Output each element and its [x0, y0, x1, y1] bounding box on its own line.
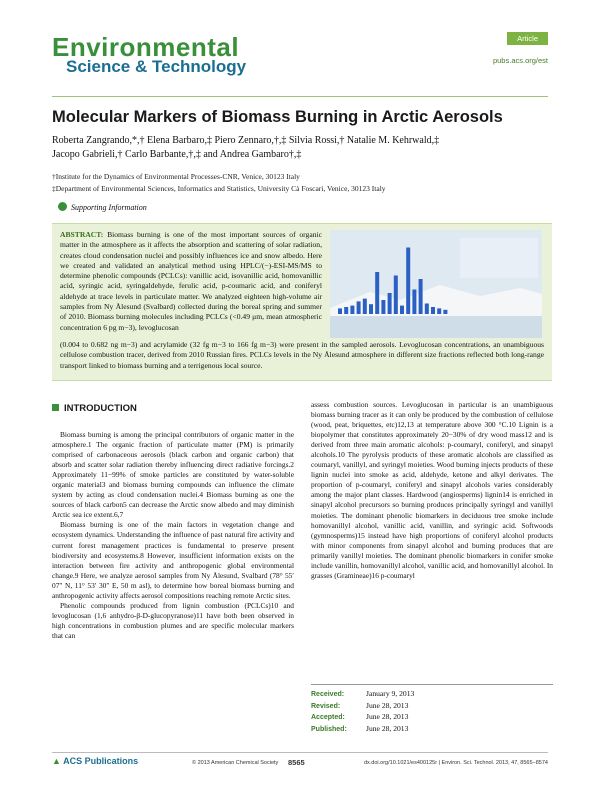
- date-label: Revised:: [311, 702, 341, 710]
- toc-bar: [419, 279, 423, 314]
- journal-logo: [52, 32, 272, 76]
- date-value: June 28, 2013: [366, 712, 409, 721]
- date-accepted: [311, 712, 553, 724]
- toc-bar: [363, 299, 367, 314]
- date-label: Received:: [311, 691, 345, 698]
- footer-divider: [52, 752, 548, 753]
- toc-bar: [394, 276, 398, 315]
- right-para-1: assess combustion sources. Levoglucosan in particular is an unambiguous biomass burning tracer as it can only be produced by the combustion of cellulose (wood, peat, briquettes, etc)12,13 at temperature above 300 °C.10 Lignin is a biopolymer that constitutes approximately 20−30% of dry wood mass12 and is derived from three main aromatic alcohols: p-coumaryl, coniferyl, and sinapyl alcohols.10 The pyrolysis products of these aromatic alcohols are classified as coumaryl, vanillyl, and syringyl moieties. Wood burning injects products of these lignin nuclei into smoke as acid, aldehyde, ketone and alkyl derivates. The proportion of p-coumaryl, coniferyl and sinapyl alcohols varies considerably among the major plant classes. Hardwood (angiosperms) lignin14 is enriched in sinapyl alcohol precursors so burning produces principally syringyl and vanillyl moieties. The dominant phenolic biomarkers in deciduous tree smoke include homovanillyl alcohol, vanillic acid, vanillin, and syringic acid. Softwoods (gymnosperms)15 instead have high proportions of coniferyl alcohol products with minor components from sinapyl alcohol and burning produces that are primarily vanillyl moieties. The dominant phenolic biomarkers in conifer smoke include vanillin, homovanillyl alcohol, vanillic acid, and homovanillyl alcohol. In grasses (Gramineae)16 p-coumaryl: [311, 400, 553, 580]
- abstract-label: ABSTRACT:: [60, 230, 104, 239]
- header-divider: [52, 96, 548, 97]
- publisher-logo[interactable]: [52, 756, 138, 766]
- toc-bar: [344, 307, 348, 314]
- logo-line1: Environmental: [52, 32, 240, 62]
- author-list: [52, 134, 552, 162]
- section-heading: [52, 403, 137, 414]
- journal-url-link[interactable]: pubs.acs.org/est: [492, 56, 548, 65]
- date-label: Accepted:: [311, 714, 345, 721]
- right-column: [311, 400, 553, 581]
- toc-bar: [400, 306, 404, 314]
- toc-ground: [330, 316, 542, 338]
- authors-line-1: Roberta Zangrando,*,† Elena Barbaro,‡ Piero Zennaro,†,‡ Silvia Rossi,† Natalie M. Kehrwald,‡: [52, 135, 440, 146]
- page-footer: [52, 755, 548, 773]
- toc-bar: [350, 306, 354, 314]
- toc-bar: [425, 304, 429, 315]
- publisher-name: ACS Publications: [63, 756, 139, 766]
- toc-bar: [375, 272, 379, 314]
- date-revised: [311, 701, 553, 713]
- doi-link[interactable]: dx.doi.org/10.1021/es400125r | Environ. Sci. Technol. 2013, 47, 8565−8574: [363, 760, 548, 766]
- publication-dates: [311, 684, 553, 735]
- section-marker-icon: [52, 404, 59, 411]
- toc-bar: [357, 301, 361, 314]
- abstract-text-top: [60, 230, 322, 333]
- supporting-info-link[interactable]: [58, 202, 147, 212]
- abstract-body-top: Biomass burning is one of the most important sources of organic matter in the atmosphere as it affects the absorption and scattering of solar radiation, creates cloud condensation nuclei and possibly influences ice and snow albedo. Here we created and validated an analytical method using HPLC/(−)-ESI-MS/MS to determine phenolic compounds (PCLCs): vanillic acid, isovanillic acid, homovanillic acid, syringic acid, syringaldehyde, ferulic acid, p-coumaric acid, and coniferyl aldehyde at trace levels in particulate matter. We analyzed eighteen high-volume air samples from Ny Ålesund (Svalbard) collected during the boreal spring and summer of 2010. Biomass burning molecules including PCLCs (<0.49 μm, mean atmospheric concentration 6 pg m−3), levoglucosan: [60, 230, 322, 332]
- affiliation-1: †Institute for the Dynamics of Environmental Processes-CNR, Venice, 30123 Italy: [52, 172, 300, 181]
- toc-bar: [412, 290, 416, 315]
- supporting-info-icon: [58, 202, 67, 211]
- left-para-1: Biomass burning is among the principal contributors of organic matter in the atmosphere.1 The organic fraction of particulate matter (PM) is primarily comprised of carbonaceous aerosols (black carbon and organic carbon) that absorb and scatter solar radiation thereby influencing direct radiative forcings.2 Approximately 11−99% of smoke particles are constituted by water-soluble organic material3 and biomass burning compounds can influence the climate system by acting as cloud condensation nuclei.4 Biomass burning as one the sources of black carbon5 can decrease the Arctic snow albedo and may diminish Arctic sea ice extent.6,7: [52, 430, 294, 520]
- affiliation-2: ‡Department of Environmental Sciences, Informatics and Statistics, University Cà Foscari, Venice, 30123 Italy: [52, 184, 386, 193]
- date-value: January 9, 2013: [366, 689, 415, 698]
- toc-bar: [443, 310, 447, 314]
- date-value: June 28, 2013: [366, 700, 409, 710]
- toc-bar: [369, 304, 373, 314]
- toc-bar: [381, 300, 385, 314]
- date-received: [311, 689, 553, 701]
- supporting-info-label: Supporting Information: [71, 203, 147, 212]
- left-column: [52, 430, 294, 641]
- toc-bar: [388, 293, 392, 314]
- left-para-3: Phenolic compounds produced from lignin combustion (PCLCs)10 and levoglucosan (1,6 anhydro-β-D-glucopyranose)11 have both been observed in high concentrations in combustion plumes and are specific molecular markers that can: [52, 600, 294, 640]
- toc-bar: [338, 308, 342, 314]
- page-title: Molecular Markers of Biomass Burning in Arctic Aerosols: [52, 108, 503, 126]
- toc-bar: [431, 307, 435, 314]
- abstract-text-bottom: (0.004 to 0.682 ng m−3) and acrylamide (32 fg m−3 to 166 fg m−3) were present in the sampled aerosols. Levoglucosan concentrations, an unambiguous cellulose combustion tracer, derived from 2010 Russian fires. PCLCs levels in the Ny Ålesund atmosphere in different size fractions reflected both long-range transport linked to biomass burning and a terrigenous local source.: [60, 340, 544, 370]
- abstract-box: [52, 223, 552, 381]
- authors-line-2: Jacopo Gabrieli,† Carlo Barbante,†,‡ and Andrea Gambaro†,‡: [52, 149, 302, 160]
- date-value: June 28, 2013: [366, 723, 409, 733]
- toc-bar: [406, 248, 410, 315]
- left-para-2: Biomass burning is one of the main factors in vegetation change and ecosystem dynamics. Understanding the influence of past natural fire activity and current forest management practices is fundamental to preserve present biodiversity and ecosystems.8 However, insufficient information exists on the interaction between fire activity and anthropogenic global environmental change.9 Here, we analyze aerosol samples from Ny Ålesund, Svalbard (78° 55′ 07″ N, 11° 53′ 30″ E, 50 m asl), to determine how boreal biomass burning and anthropogenic activity affects aerosol compositions reaching remote Arctic sites.: [52, 520, 294, 600]
- date-published: [311, 724, 553, 736]
- article-badge: Article: [507, 32, 548, 45]
- date-label: Published:: [311, 725, 347, 733]
- section-heading-label: INTRODUCTION: [64, 403, 137, 414]
- toc-bar: [437, 308, 441, 314]
- toc-structures-panel: [460, 238, 538, 278]
- toc-graphic: [330, 230, 542, 338]
- logo-line2: Science & Technology: [66, 57, 247, 76]
- copyright: © 2013 American Chemical Society: [192, 760, 279, 766]
- acs-icon: ▲: [52, 756, 64, 766]
- page-number: 8565: [288, 758, 305, 767]
